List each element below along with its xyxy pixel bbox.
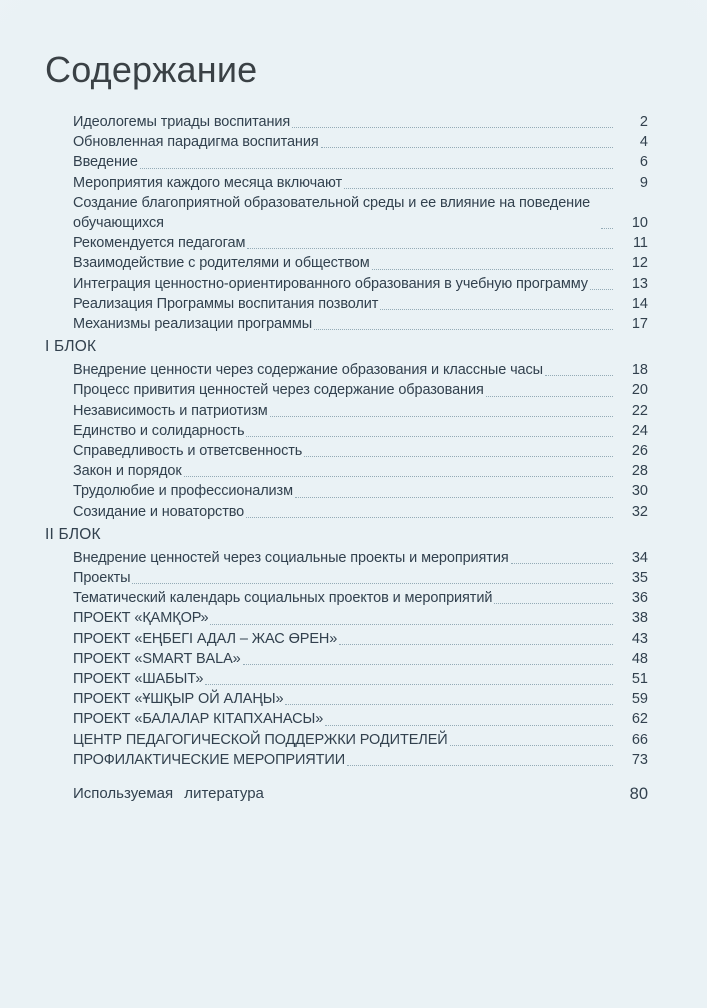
toc-entry — [73, 709, 648, 729]
toc-entry-label: Взаимодействие с родителями и обществом — [73, 255, 370, 272]
toc-entry-page-number: 6 — [639, 154, 648, 171]
toc-entry-list — [45, 360, 648, 522]
toc-entry-page-number: 22 — [631, 402, 648, 419]
toc-entry — [73, 253, 648, 273]
toc-entry-label: ЦЕНТР ПЕДАГОГИЧЕСКОЙ ПОДДЕРЖКИ РОДИТЕЛЕЙ — [73, 731, 448, 748]
toc-entry-page-number: 17 — [631, 316, 648, 333]
toc-entry-label: Используемая литература — [73, 785, 264, 803]
page-title: Содержание — [45, 49, 258, 90]
toc-entry-label: Создание благоприятной образовательной среды и ее влияние на поведение обучающихся — [73, 194, 591, 232]
dot-leader — [246, 435, 613, 437]
dot-leader — [243, 663, 613, 665]
toc-entry-page-number: 51 — [631, 671, 648, 688]
toc-entry-label: ПРОФИЛАКТИЧЕСКИЕ МЕРОПРИЯТИИ — [73, 751, 346, 768]
toc-entry — [73, 461, 648, 481]
toc-entry-page-number: 59 — [631, 691, 648, 708]
toc-entry-page-number: 14 — [631, 295, 648, 312]
toc-entry — [73, 112, 648, 132]
toc-entry-list — [45, 112, 648, 334]
dot-leader — [347, 764, 613, 766]
toc-section-heading: I БЛОК — [45, 338, 97, 356]
toc-entry — [73, 152, 648, 172]
toc-entry-label: Интеграция ценностно-ориентированного образования в учебную программу — [73, 275, 588, 292]
toc-entry — [73, 669, 648, 689]
toc-entry — [73, 481, 648, 501]
toc-entry — [73, 132, 648, 152]
toc-entry-page-number: 4 — [639, 134, 648, 151]
dot-leader — [372, 268, 613, 270]
dot-leader — [511, 562, 613, 564]
toc-entry — [73, 750, 648, 770]
toc-entry-page-number: 30 — [631, 483, 648, 500]
toc-entry-label: Единство и солидарность — [73, 422, 245, 439]
toc-entry — [73, 380, 648, 400]
toc-entry-label: Рекомендуется педагогам — [73, 235, 246, 252]
toc-entry-page-number: 36 — [631, 590, 648, 607]
toc-entry-page-number: 12 — [631, 255, 648, 272]
toc-section-heading: II БЛОК — [45, 525, 101, 543]
toc-entry-page-number: 2 — [639, 114, 648, 130]
toc-entry-page-number: 80 — [629, 785, 648, 804]
toc-entry-page-number: 48 — [631, 650, 648, 667]
toc-entry-label: Введение — [73, 154, 138, 171]
toc-entry — [73, 274, 648, 294]
dot-leader — [184, 475, 613, 477]
dot-leader — [295, 496, 613, 498]
toc-entry — [73, 294, 648, 314]
toc-entry-label: Процесс привития ценностей через содержание образования — [73, 382, 484, 399]
toc-entry — [73, 441, 648, 461]
toc-entry — [73, 730, 648, 750]
toc-entry-page-number: 73 — [631, 751, 648, 768]
toc-entry-page-number: 24 — [631, 422, 648, 439]
toc-entry-page-number: 38 — [631, 610, 648, 627]
toc-entry — [73, 193, 648, 233]
toc-entry-label: Закон и порядок — [73, 463, 182, 480]
toc-entry-label: Механизмы реализации программы — [73, 316, 313, 333]
dot-leader — [304, 455, 613, 457]
toc-entry-label: Внедрение ценностей через социальные проекты и мероприятия — [73, 549, 509, 566]
toc-entry-literature — [45, 784, 648, 804]
dot-leader — [325, 724, 613, 726]
dot-leader — [380, 308, 613, 310]
toc-entry-page-number: 18 — [631, 362, 648, 379]
dot-leader — [246, 516, 613, 518]
toc-entry-page-number: 43 — [631, 630, 648, 647]
dot-leader — [494, 602, 613, 604]
toc-entry — [73, 689, 648, 709]
dot-leader — [247, 247, 613, 249]
dot-leader — [590, 288, 613, 290]
toc-entry — [73, 588, 648, 608]
toc-entry — [73, 360, 648, 380]
dot-leader — [321, 146, 613, 148]
toc-entry-page-number: 28 — [631, 463, 648, 480]
toc-entry-page-number: 20 — [631, 382, 648, 399]
dot-leader — [132, 582, 613, 584]
toc-entry-page-number: 62 — [631, 711, 648, 728]
toc-entry-label: Трудолюбие и профессионализм — [73, 483, 293, 500]
toc-entry-label: Обновленная парадигма воспитания — [73, 134, 319, 151]
toc-entry-label: ПРОЕКТ «ҚАМҚОР» — [73, 610, 209, 627]
toc-entry-page-number: 9 — [639, 174, 648, 191]
dot-leader — [339, 643, 613, 645]
toc-entry-label: Идеологемы триады воспитания — [73, 114, 291, 130]
dot-leader — [140, 167, 613, 169]
dot-leader — [486, 395, 613, 397]
toc-entry — [73, 314, 648, 334]
toc-entry — [73, 233, 648, 253]
dot-leader — [314, 328, 613, 330]
toc-entry-label: ПРОЕКТ «SMART BALA» — [73, 650, 241, 667]
dot-leader — [344, 187, 613, 189]
toc-entry-label: Созидание и новаторство — [73, 503, 245, 520]
toc-entry-label: Тематический календарь социальных проектов и мероприятий — [73, 590, 493, 607]
toc-entry-page-number: 32 — [631, 503, 648, 520]
toc-entry-label: Внедрение ценности через содержание образования и классные часы — [73, 362, 543, 379]
toc-entry — [73, 608, 648, 628]
toc-entry-label: ПРОЕКТ «БАЛАЛАР КІТАПХАНАСЫ» — [73, 711, 324, 728]
table-of-contents — [45, 112, 648, 770]
toc-entry-label: ПРОЕКТ «ШАБЫТ» — [73, 671, 204, 688]
toc-entry-page-number: 34 — [631, 549, 648, 566]
toc-entry — [73, 421, 648, 441]
dot-leader — [292, 126, 613, 128]
toc-entry-page-number: 66 — [631, 731, 648, 748]
dot-leader — [210, 623, 613, 625]
toc-entry-label: Реализация Программы воспитания позволит — [73, 295, 379, 312]
toc-entry-page-number: 35 — [631, 570, 648, 587]
dot-leader — [205, 683, 613, 685]
toc-entry — [73, 649, 648, 669]
toc-entry-page-number: 11 — [632, 235, 648, 252]
dot-leader — [450, 744, 613, 746]
toc-entry — [73, 173, 648, 193]
toc-entry — [73, 401, 648, 421]
toc-entry — [73, 629, 648, 649]
dot-leader — [545, 374, 613, 376]
toc-entry-page-number: 10 — [631, 215, 648, 232]
toc-entry-label: Проекты — [73, 570, 131, 587]
toc-entry — [73, 568, 648, 588]
toc-entry-list — [45, 548, 648, 770]
toc-entry — [73, 502, 648, 522]
toc-entry-page-number: 13 — [631, 275, 648, 292]
toc-entry-label: Справедливость и ответсвенность — [73, 443, 303, 460]
toc-entry-page-number: 26 — [631, 443, 648, 460]
toc-entry-label: Независимость и патриотизм — [73, 402, 268, 419]
dot-leader — [270, 415, 613, 417]
toc-entry — [73, 548, 648, 568]
toc-entry-label: ПРОЕКТ «ҰШҚЫР ОЙ АЛАҢЫ» — [73, 691, 284, 708]
dot-leader — [285, 703, 613, 705]
toc-entry-label: ПРОЕКТ «ЕҢБЕГІ АДАЛ – ЖАС ӨРЕН» — [73, 630, 338, 647]
dot-leader — [601, 227, 613, 229]
toc-entry-label: Мероприятия каждого месяца включают — [73, 174, 343, 191]
